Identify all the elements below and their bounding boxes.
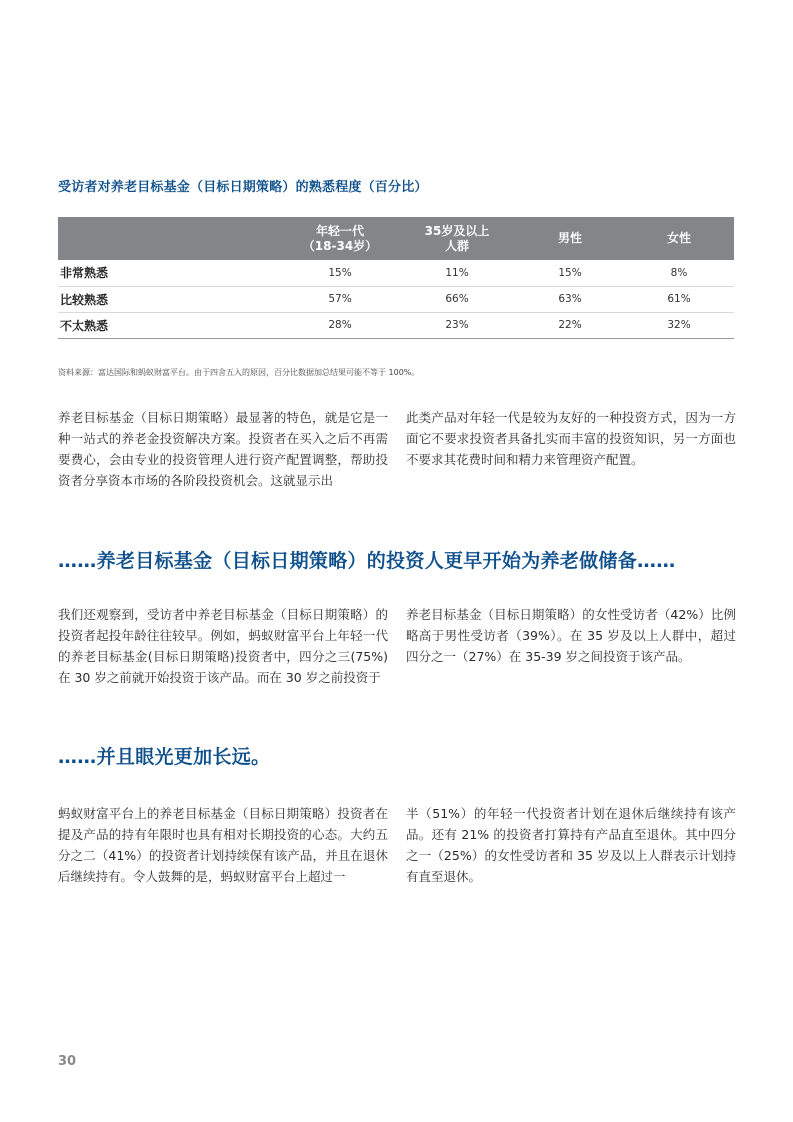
column-header-female — [624, 217, 734, 260]
section3-right-paragraph: 半（51%）的年轻一代投资者计划在退休后继续持有该产品。还有 21% 的投资者打算持有产品直至退休。其中四分之一（25%）的女性受访者和 35 岁及以上人群表示计划持有直至退休。 — [406, 806, 736, 884]
table-header-row — [58, 217, 734, 260]
row-label: 非常熟悉 — [60, 266, 109, 281]
table-cell: 11% — [445, 266, 469, 279]
column-header-male — [516, 217, 624, 260]
column-header-35plus-line2: 人群 — [444, 238, 469, 253]
column-header-35plus-line1: 35岁及以上 — [424, 223, 490, 238]
table-row — [58, 312, 734, 338]
section1-left-paragraph: 养老目标基金（目标日期策略）最显著的特色，就是它是一种一站式的养老金投资解决方案。投资者在买入之后不再需要费心，会由专业的投资管理人进行资产配置调整，帮助投资者分享资本市场的各阶段投资机会。这就显示出 — [58, 410, 388, 488]
table-cell: 57% — [328, 293, 352, 305]
table-cell: 66% — [445, 293, 469, 305]
table-cell: 22% — [558, 319, 582, 331]
column-header-young-line2: （18-34岁） — [302, 238, 378, 253]
table-cell: 28% — [328, 319, 352, 331]
column-header-35plus — [398, 217, 516, 260]
table-cell: 32% — [667, 319, 691, 331]
table-cell: 15% — [328, 266, 352, 279]
table-source-note: 资料来源：富达国际和蚂蚁财富平台。由于四舍五入的原因，百分比数据加总结果可能不等于 100%。 — [58, 368, 420, 377]
section2-heading: ……养老目标基金（目标日期策略）的投资人更早开始为养老做储备…… — [58, 550, 676, 572]
familiarity-table — [58, 217, 734, 339]
table-cell: 15% — [558, 266, 582, 279]
table-cell: 61% — [667, 293, 691, 305]
section2-right-paragraph: 养老目标基金（目标日期策略）的女性受访者（42%）比例略高于男性受访者（39%）。在 35 岁及以上人群中，超过四分之一（27%）在 35-39 岁之间投资于该产品。 — [406, 607, 736, 664]
row-label: 比较熟悉 — [60, 292, 109, 307]
table-cell: 8% — [670, 266, 688, 279]
column-header-young — [282, 217, 398, 260]
table-row — [58, 286, 734, 312]
column-header-female-line1: 女性 — [666, 231, 691, 245]
row-label: 不太熟悉 — [60, 318, 109, 333]
section3-left-paragraph: 蚂蚁财富平台上的养老目标基金（目标日期策略）投资者在提及产品的持有年限时也具有相对长期投资的心态。大约五分之二（41%）的投资者计划持续保有该产品，并且在退休后继续持有。令人鼓舞的是，蚂蚁财富平台上超过一 — [58, 806, 388, 884]
table-row — [58, 260, 734, 286]
section3-heading: ……并且眼光更加长远。 — [58, 746, 271, 768]
table-cell: 23% — [445, 319, 469, 331]
table-cell: 63% — [558, 293, 582, 305]
column-header-male-line1: 男性 — [557, 231, 582, 245]
column-header-young-line1: 年轻一代 — [315, 223, 364, 238]
section1-right-paragraph: 此类产品对年轻一代是较为友好的一种投资方式，因为一方面它不要求投资者具备扎实而丰富的投资知识，另一方面也不要求其花费时间和精力来管理资产配置。 — [406, 410, 736, 467]
section2-left-paragraph: 我们还观察到，受访者中养老目标基金（目标日期策略）的投资者起投年龄往往较早。例如，蚂蚁财富平台上年轻一代的养老目标基金(目标日期策略)投资者中，四分之三(75%)在 30 岁之前就开始投资于该产品。而在 30 岁之前投资于 — [58, 607, 388, 685]
header-blank-cell — [58, 217, 282, 260]
table-title: 受访者对养老目标基金（目标日期策略）的熟悉程度（百分比） — [58, 180, 428, 195]
page-number: 30 — [58, 1054, 77, 1069]
